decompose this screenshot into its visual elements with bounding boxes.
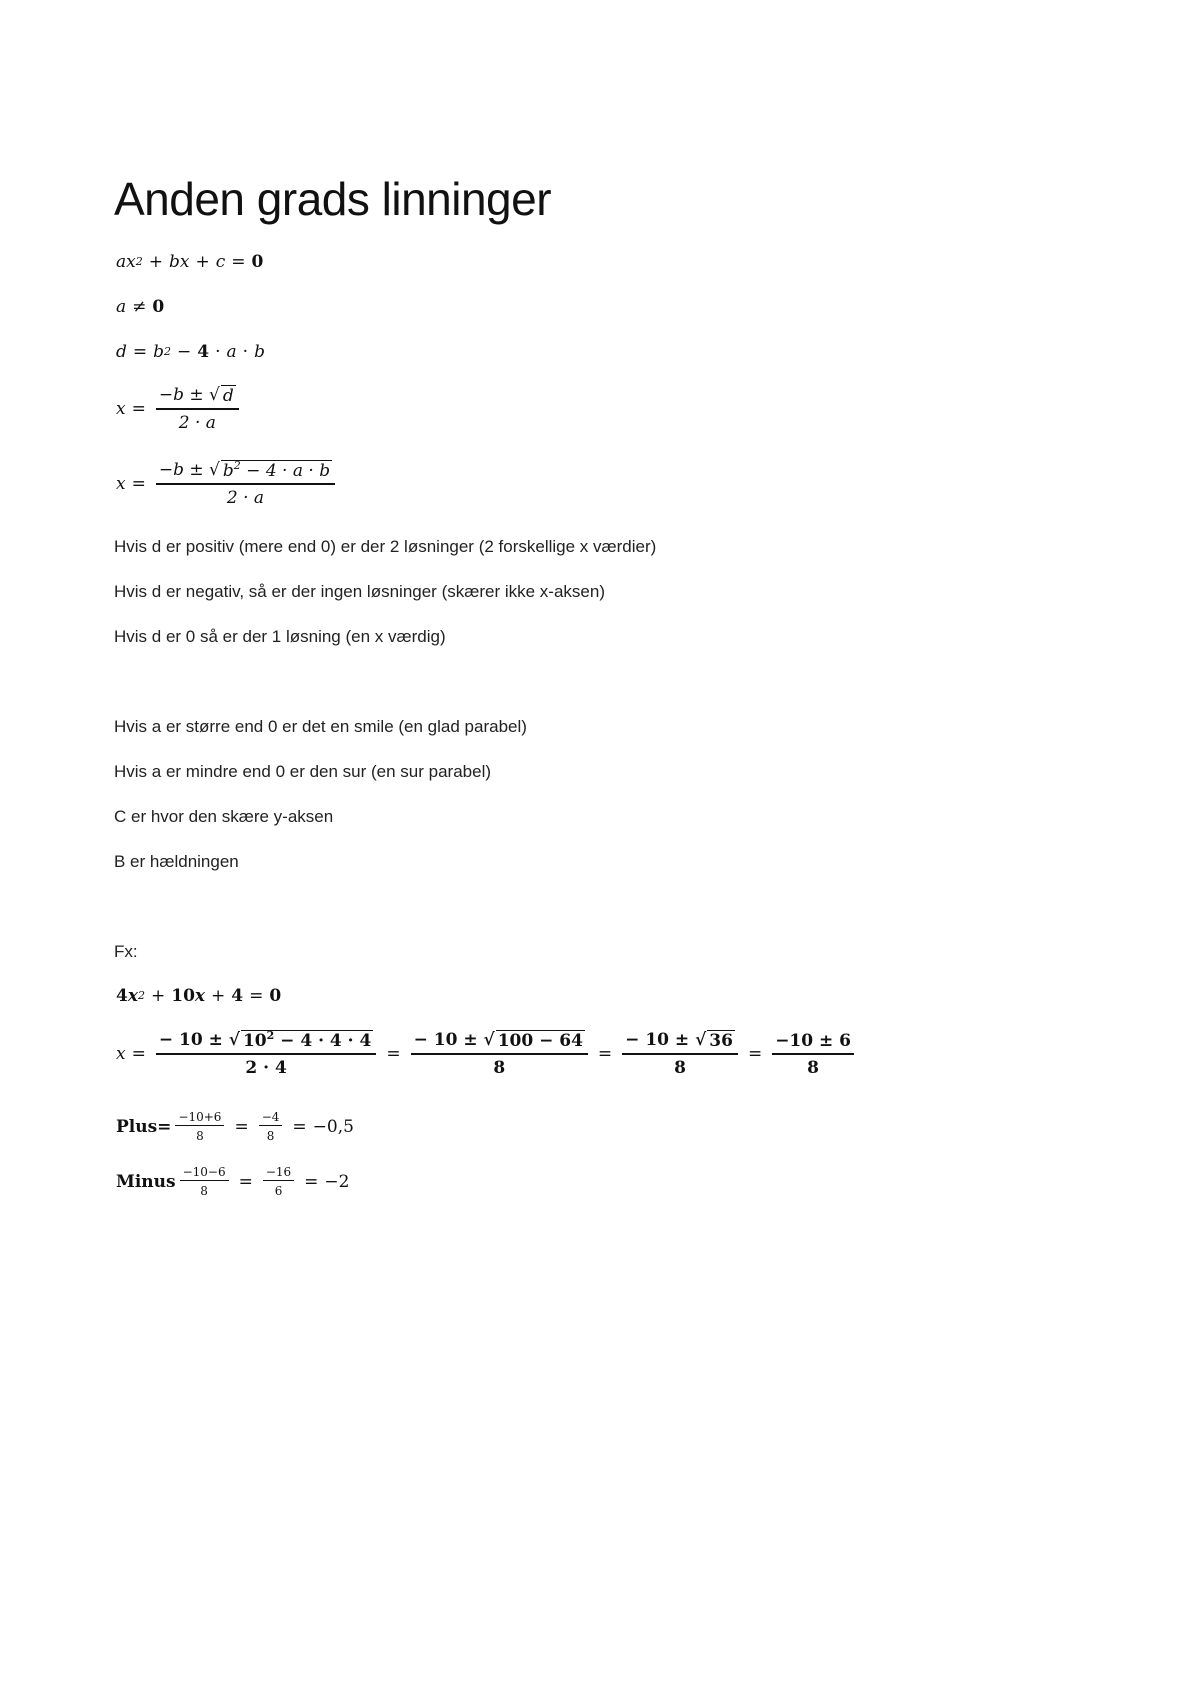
text-line-a-positive: Hvis a er større end 0 er det en smile (en glad parabel)	[114, 717, 527, 736]
fraction: −b ± √ d 2 · a	[156, 385, 239, 433]
equation-general-form: a x 2 + b x + c = 0	[116, 252, 264, 272]
page-title: Anden grads linninger	[114, 173, 552, 225]
fraction: − 10 ± √ 36 8	[622, 1030, 738, 1078]
text-line-d-zero: Hvis d er 0 så er der 1 løsning (en x værdig)	[114, 627, 446, 646]
equation-a-not-zero: a ≠ 0	[116, 297, 165, 317]
equation-quadratic-formula-d: x = −b ± √ d 2 · a	[116, 385, 243, 433]
equation-example: 4 x 2 + 10 x + 4 = 0	[116, 986, 282, 1006]
fraction: − 10 ± √ 100 − 64 8	[411, 1030, 588, 1078]
equation-example-solution: x = − 10 ± √ $10^2 - 4 \cdot 4 \cdot 4$ 2 · 4 = − 10 ± √ 100 − 64 8 = − 10 ± √ 36 8 = $\frac{-10 \pm 6}{8}$	[116, 1030, 858, 1078]
equation-discriminant: d = b 2 − 4 · a · b	[116, 342, 265, 362]
fraction: $\frac{-4}{8}$	[259, 1110, 283, 1143]
equation-quadratic-formula-full: x = −b ± √ $b^2 - 4 \cdot a \cdot b$ 2 · a	[116, 460, 339, 508]
text-line-d-positive: Hvis d er positiv (mere end 0) er der 2 løsninger (2 forskellige x værdier)	[114, 537, 657, 556]
fraction: $\frac{-10 \pm 6}{8}$	[772, 1031, 854, 1078]
equation-minus-root: Minus $\frac{-10-6}{8}$ = $\frac{-16}{6}$ = −2	[116, 1165, 350, 1198]
text-line-a-negative: Hvis a er mindre end 0 er den sur (en sur parabel)	[114, 762, 492, 781]
fraction: −b ± √ $b^2 - 4 \cdot a \cdot b$ 2 · a	[156, 460, 335, 508]
text-line-example: Fx:	[114, 942, 138, 961]
text-line-b: B er hældningen	[114, 852, 239, 871]
text-line-c: C er hvor den skære y-aksen	[114, 807, 334, 826]
equation-plus-root: Plus= $\frac{-10+6}{8}$ = $\frac{-4}{8}$ = −0,5	[116, 1110, 354, 1143]
fraction: − 10 ± √ $10^2 - 4 \cdot 4 \cdot 4$ 2 · 4	[156, 1030, 377, 1078]
text-line-d-negative: Hvis d er negativ, så er der ingen løsninger (skærer ikke x-aksen)	[114, 582, 605, 601]
fraction: $\frac{-16}{6}$	[263, 1165, 294, 1198]
fraction: $\frac{-10+6}{8}$	[175, 1110, 224, 1143]
fraction: $\frac{-10-6}{8}$	[180, 1165, 229, 1198]
